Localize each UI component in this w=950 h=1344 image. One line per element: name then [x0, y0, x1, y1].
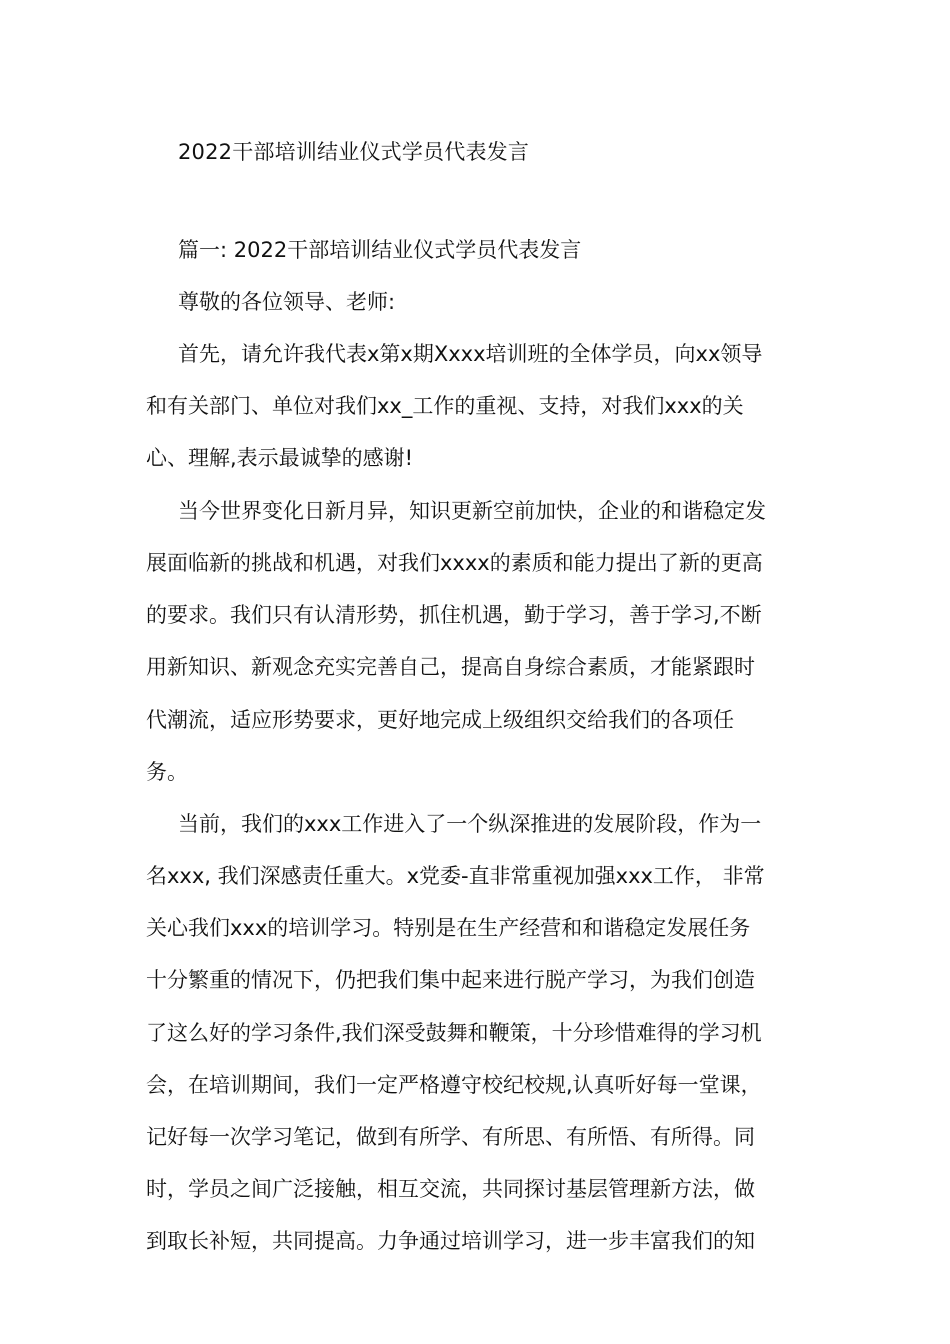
body-line: 务。 [146, 760, 188, 784]
body-line: 用新知识、新观念充实完善自己，提高自身综合素质，才能紧跟时 [146, 655, 755, 679]
body-line: 和有关部门、单位对我们xx_工作的重视、支持，对我们xxx的关 [146, 394, 744, 418]
body-line: 代潮流，适应形势要求，更好地完成上级组织交给我们的各项任 [146, 708, 734, 732]
body-line: 十分繁重的情况下，仍把我们集中起来进行脱产学习，为我们创造 [146, 968, 755, 992]
document-title: 2022干部培训结业仪式学员代表发言 [178, 140, 530, 164]
body-line: 记好每一次学习笔记，做到有所学、有所思、有所悟、有所得。同 [146, 1125, 755, 1149]
body-line: 心、理解,表示最诚挚的感谢! [146, 446, 414, 470]
body-line: 展面临新的挑战和机遇，对我们xxxx的素质和能力提出了新的更高 [146, 551, 763, 575]
body-line: 的要求。我们只有认清形势，抓住机遇，勤于学习，善于学习,不断 [146, 603, 762, 627]
body-line: 到取长补短，共同提高。力争通过培训学习，进一步丰富我们的知 [146, 1229, 755, 1253]
salutation: 尊敬的各位领导、老师: [178, 290, 396, 314]
body-line: 时，学员之间广泛接触，相互交流，共同探讨基层管理新方法，做 [146, 1177, 755, 1201]
body-line: 当前，我们的xxx工作进入了一个纵深推进的发展阶段，作为一 [178, 812, 762, 836]
section-heading: 篇一: 2022干部培训结业仪式学员代表发言 [178, 238, 582, 262]
body-line: 会，在培训期间，我们一定严格遵守校纪校规,认真听好每一堂课， [146, 1073, 762, 1097]
body-line: 首先，请允许我代表x第x期Xxxx培训班的全体学员，向xx领导 [178, 342, 763, 366]
body-line: 当今世界变化日新月异，知识更新空前加快，企业的和谐稳定发 [178, 499, 766, 523]
body-line: 关心我们xxx的培训学习。特别是在生产经营和和谐稳定发展任务 [146, 916, 751, 940]
body-line: 名xxx, 我们深感责任重大。x党委-直非常重视加强xxx工作， 非常 [146, 864, 765, 888]
body-line: 了这么好的学习条件,我们深受鼓舞和鞭策，十分珍惜难得的学习机 [146, 1021, 762, 1045]
